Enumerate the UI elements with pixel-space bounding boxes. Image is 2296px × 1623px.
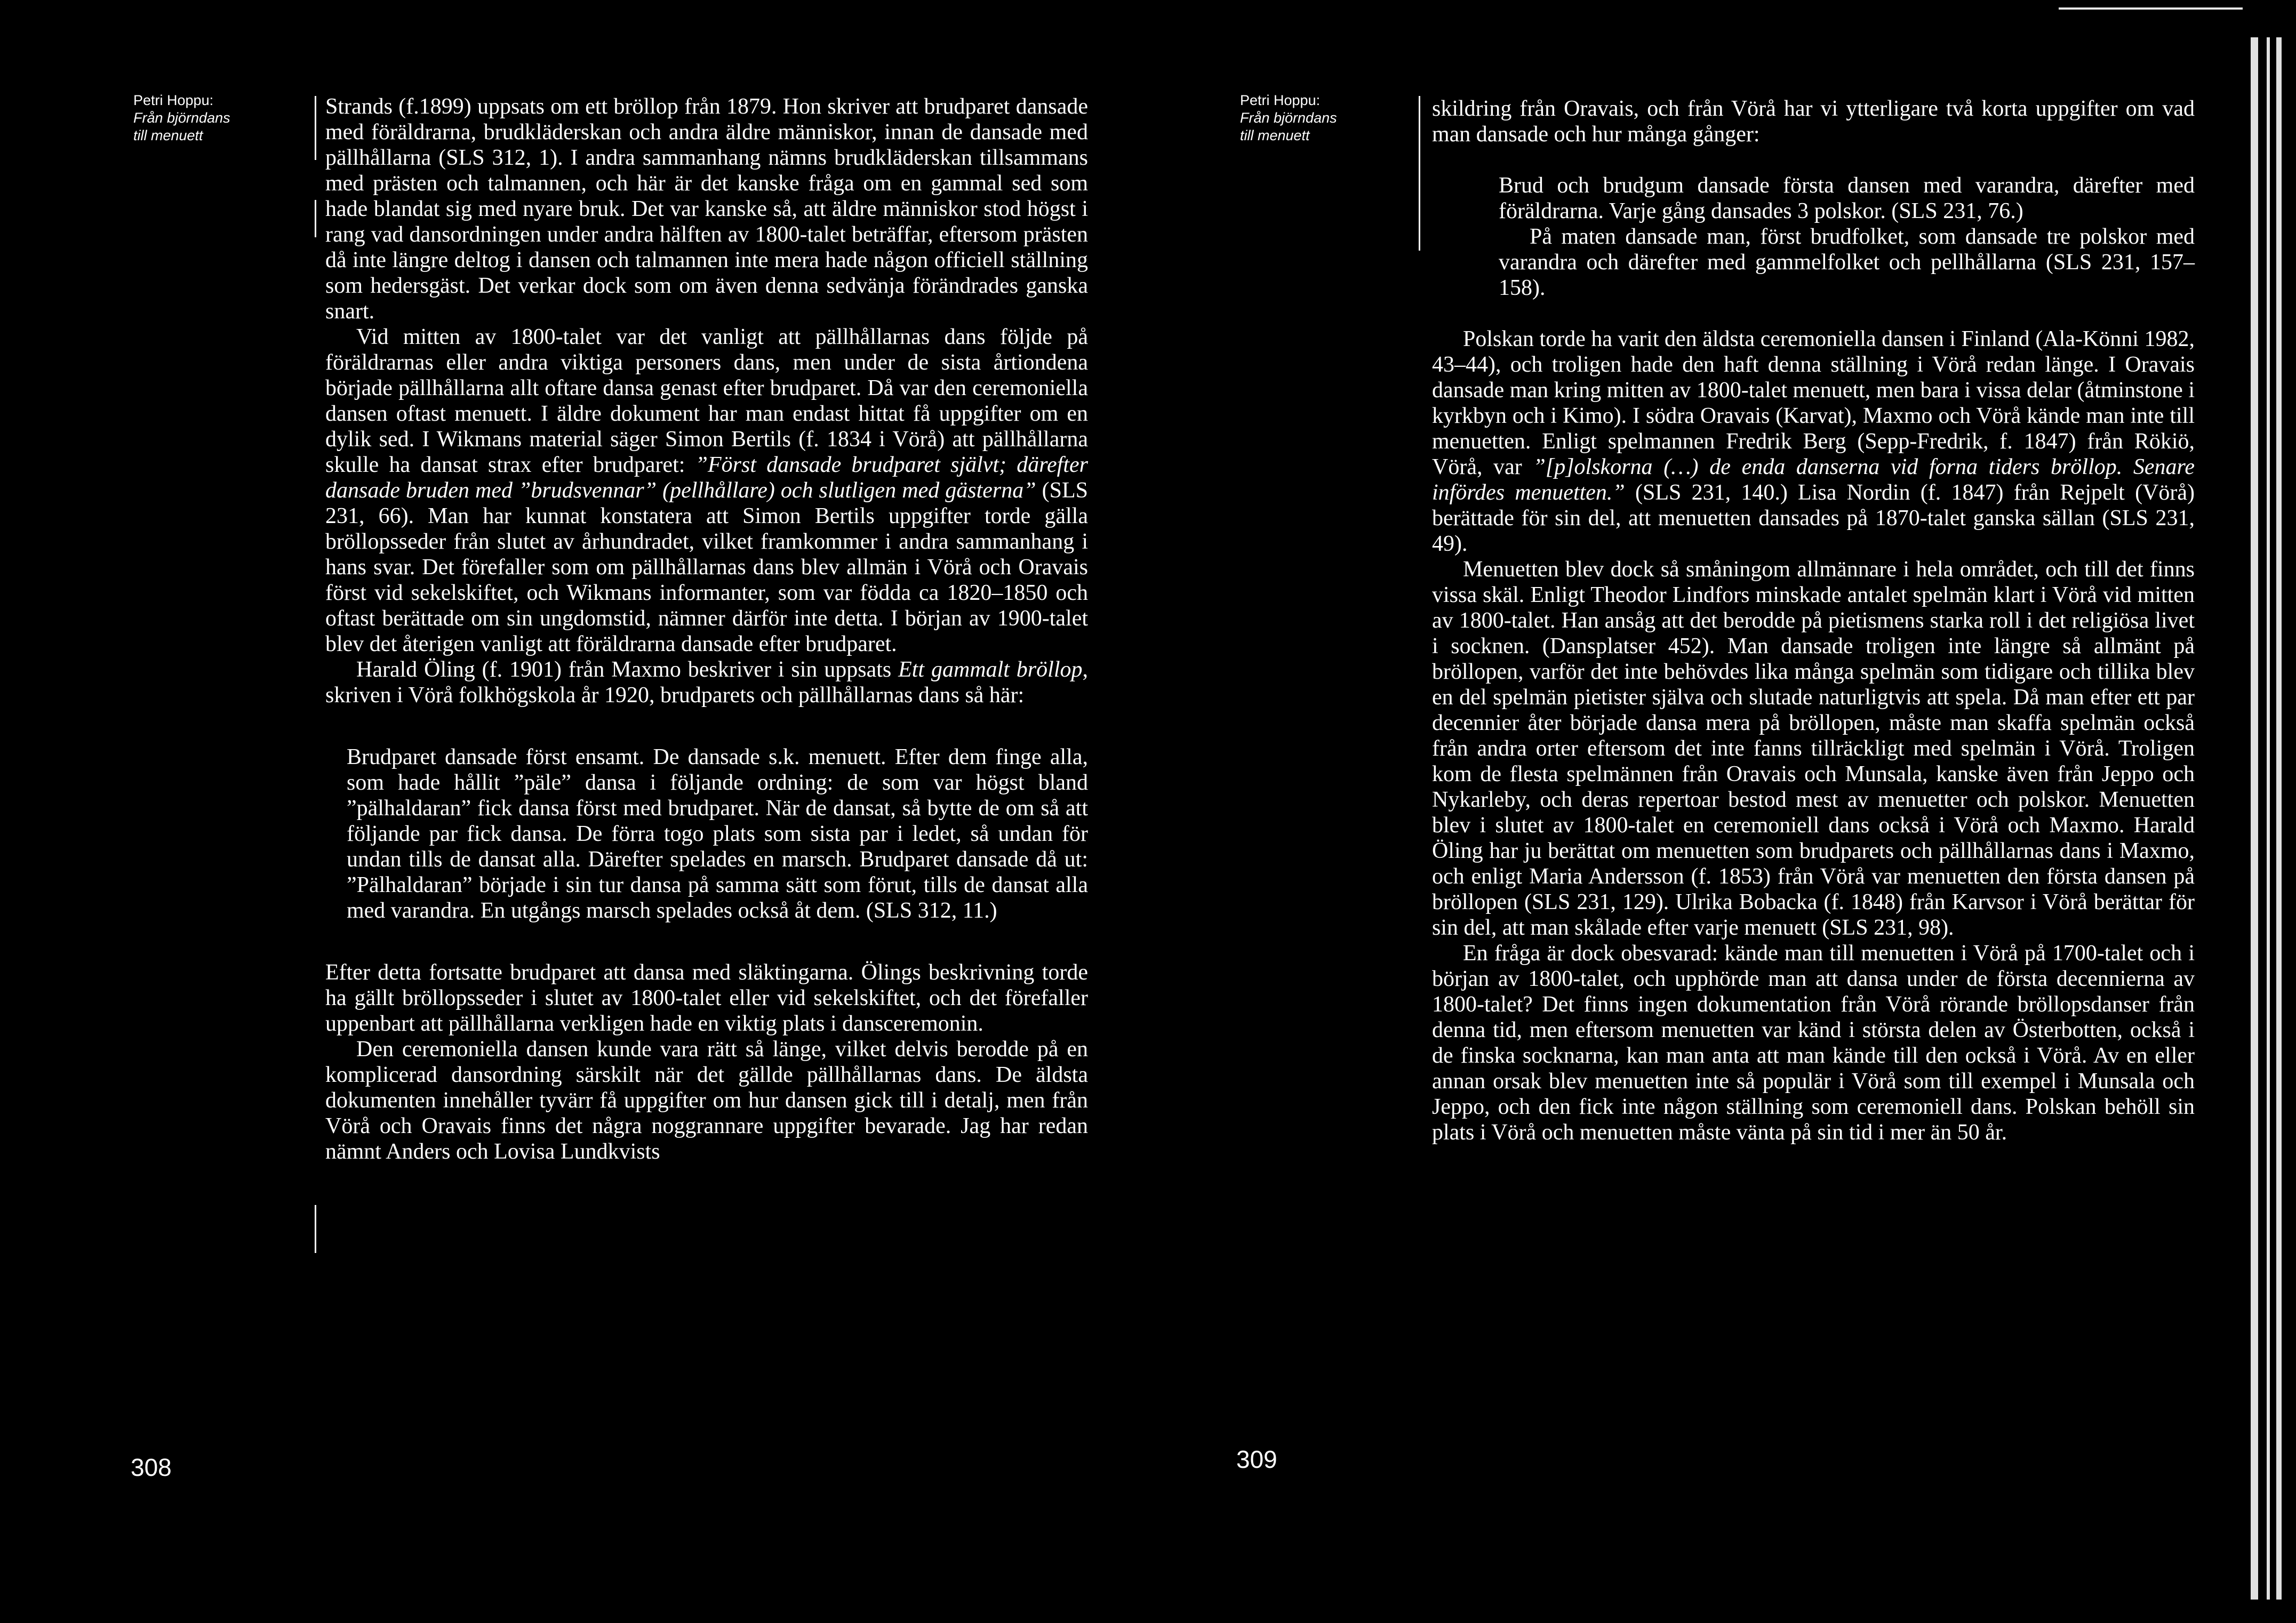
block-quote: Brudparet dansade först ensamt. De dansade s.k. menuett. Efter dem finge alla, som hade hållit ”päle” dansa i följande ordning: de som var högst bland ”pälhaldaran” fick dansa först med brudparet. När de dansat, så bytte de om så att följande par fick dansa. De förra togo plats som sista par i ledet, så undan för undan tills de dansat alla. Därefter spelades en marsch. Brudparet dansade då ut: ”Pälhaldaran” började i sin tur dansa på samma sätt som förut, tills de dansat alla med varandra. En utgångs marsch spelades också åt dem. (SLS 312, 11.): [347, 745, 1088, 923]
left-page-body: [325, 94, 1088, 1164]
paragraph: Den ceremoniella dansen kunde vara rätt så länge, vilket delvis berodde på en komplicerad dansordning särskilt när det gällde pällhållarnas dans. De äldsta dokumenten innehåller tyvärr få uppgifter om hur dansen gick till i detalj, men från Vörå och Oravais finns det några noggrannare uppgifter bevarade. Jag har redan nämnt Anders och Lovisa Lundkvists: [325, 1037, 1088, 1164]
paragraph: Menuetten blev dock så småningom allmännare i hela området, och till det finns vissa skäl. Enligt Theodor Lindfors minskade antalet spelmän klart i Vörå vid mitten av 1800-talet. Han ansåg att det berodde på pietismens starka roll i det religiösa livet i socknen. (Dansplatser 452). Man dansade troligen inte längre så allmänt på bröllopen, varför det inte behövdes lika många spelmän som tidigare och tillika blev en del spelmän pietister själva och slutade naturligtvis att spela. Då man efter ett par decennier åter började dansa mera på bröllopen, måste man skaffa spelmän också från andra orter eftersom det inte fanns tillräckligt med spelmän i Vörå. Troligen kom de flesta spelmännen från Oravais och Munsala, kanske även från Jeppo och Nykarleby, och deras repertoar bestod mest av menuetter och polskor. Menuetten blev i slutet av 1800-talet en ceremoniell dans också i Vörå och Maxmo. Harald Öling har ju berättat om menuetten som brudparets och pällhållarnas dans i Maxmo, och enligt Maria Andersson (f. 1853) från Vörå var menuetten den första dansen på bröllopen (SLS 231, 129). Ulrika Bobacka (f. 1848) från Karvsor i Vörå berättar för sin del, att man skålade efter varje menuett (SLS 231, 98).: [1432, 557, 2195, 940]
margin-rule: [315, 200, 316, 237]
header-author: Petri Hoppu:: [133, 92, 214, 108]
header-title-line1: Från björndans: [133, 110, 230, 126]
running-header-left: [133, 92, 230, 144]
right-page-body: [1432, 96, 2195, 1145]
page-number-left: 308: [131, 1453, 172, 1481]
header-author: Petri Hoppu:: [1240, 92, 1321, 108]
scan-edge-strip: [2276, 37, 2282, 1600]
paragraph: Harald Öling (f. 1901) från Maxmo beskriver i sin uppsats Ett gammalt bröllop, skriven i Vörå folkhögskola år 1920, brudparets och pällhållarnas dans så här:: [325, 657, 1088, 708]
header-title-line2: till menuett: [1240, 127, 1310, 143]
scan-edge-line: [2059, 7, 2243, 10]
scan-edge-strip: [2267, 37, 2270, 1600]
scan-edge-strip: [2251, 37, 2258, 1600]
block-quote: På maten dansade man, först brudfolket, som dansade tre polskor med varandra och därefter med gammelfolket och pellhållarna (SLS 231, 157–158).: [1499, 224, 2195, 300]
paragraph: skildring från Oravais, och från Vörå har vi ytterligare två korta uppgifter om vad man dansade och hur många gånger:: [1432, 97, 2195, 147]
page-number-right: 309: [1236, 1445, 1277, 1473]
paragraph: Strands (f.1899) uppsats om ett bröllop från 1879. Hon skriver att brudparet dansade med föräldrarna, brudkläderskan och andra äldre människor, innan de dansade med pällhållarna (SLS 312, 1). I andra sammanhang nämns brudkläderskan tillsammans med prästen och talmannen, och här är det kanske fråga om en gammal sed som hade blandat sig med nyare bruk. Det var kanske så, att äldre människor stod högst i rang vad dansordningen under andra hälften av 1800-talet beträffar, eftersom prästen då inte längre deltog i dansen och talmannen inte mera hade någon officiell ställning som hedersgäst. Det verkar dock som om även denna sedvänja förändrades ganska snart.: [325, 94, 1088, 324]
block-quote: Brud och brudgum dansade första dansen med varandra, därefter med föräldrarna. Varje gång dansades 3 polskor. (SLS 231, 76.): [1499, 173, 2195, 223]
paragraph: Vid mitten av 1800-talet var det vanligt att pällhållarnas dans följde på föräldrarnas eller andra viktiga personers dans, men under de sista årtiondena började pällhållarna allt oftare dansa genast efter brudparet. Då var den ceremoniella dansen oftast menuett. I äldre dokument har man endast hittat få uppgifter om en dylik sed. I Wikmans material säger Simon Bertils (f. 1834 i Vörå) att pällhållarna skulle ha dansat strax efter brudparet: ”Först dansade brudparet självt; därefter dansade bruden med ”brudsvennar” (pellhållare) och slutligen med gästerna” (SLS 231, 66). Man har kunnat konstatera att Simon Bertils uppgifter torde gälla bröllopsseder från slutet av århundradet, vilket framkommer i andra sammanhang i hans svar. Det förefaller som om pällhållarnas dans blev allmän i Vörå och Oravais först vid sekelskiftet, och Wikmans informanter, som var födda ca 1820–1850 och oftast berättade om sin ungdomstid, nämner därför inte detta. I början av 1900-talet blev det återigen vanligt att föräldrarna dansade efter brudparet.: [325, 325, 1089, 656]
header-title-line2: till menuett: [133, 127, 203, 143]
paragraph: Efter detta fortsatte brudparet att dansa med släktingarna. Ölings beskrivning torde ha gällt bröllopsseder i slutet av 1800-talet eller vid sekelskiftet, och det förefaller uppenbart att pällhållarna verkligen hade en viktig plats i dansceremonin.: [325, 960, 1088, 1036]
margin-rule: [315, 1205, 316, 1253]
header-title-line1: Från björndans: [1240, 110, 1337, 126]
paragraph: Polskan torde ha varit den äldsta ceremoniella dansen i Finland (Ala-Könni 1982, 43–44), och troligen hade den haft denna ställning i Vörå redan länge. I Oravais dansade man kring mitten av 1800-talet menuett, men bara i vissa delar (åtminstone i kyrkbyn och i Kimo). I södra Oravais (Karvat), Maxmo och Vörå kände man inte till menuetten. Enligt spelmannen Fredrik Berg (Sepp-Fredrik, f. 1847) från Rökiö, Vörå, var ”[p]olskorna (…) de enda danserna vid forna tiders bröllop. Senare infördes menuetten.” (SLS 231, 140.) Lisa Nordin (f. 1847) från Rejpelt (Vörå) berättade för sin del, att menuetten dansades på 1870-talet ganska sällan (SLS 231, 49).: [1432, 327, 2195, 556]
running-header-right: [1240, 92, 1337, 144]
margin-rule: [1419, 96, 1420, 251]
paragraph: En fråga är dock obesvarad: kände man till menuetten i Vörå på 1700-talet och i början av 1800-talet, och upphörde man att dansa under de första decennierna av 1800-talet? Det finns ingen dokumentation från Vörå rörande bröllopsdanser från denna tid, men eftersom menuetten var känd i största delen av Österbotten, också i de finska socknarna, kan man anta att man kände till den också i Vörå. Av en eller annan orsak blev menuetten inte så populär i Vörå som till exempel i Munsala och Jeppo, och den fick inte någon ställning som ceremoniell dans. Polskan behöll sin plats i Vörå och menuetten måste vänta på sin tid i mer än 50 år.: [1432, 941, 2195, 1145]
margin-rule: [315, 96, 316, 160]
